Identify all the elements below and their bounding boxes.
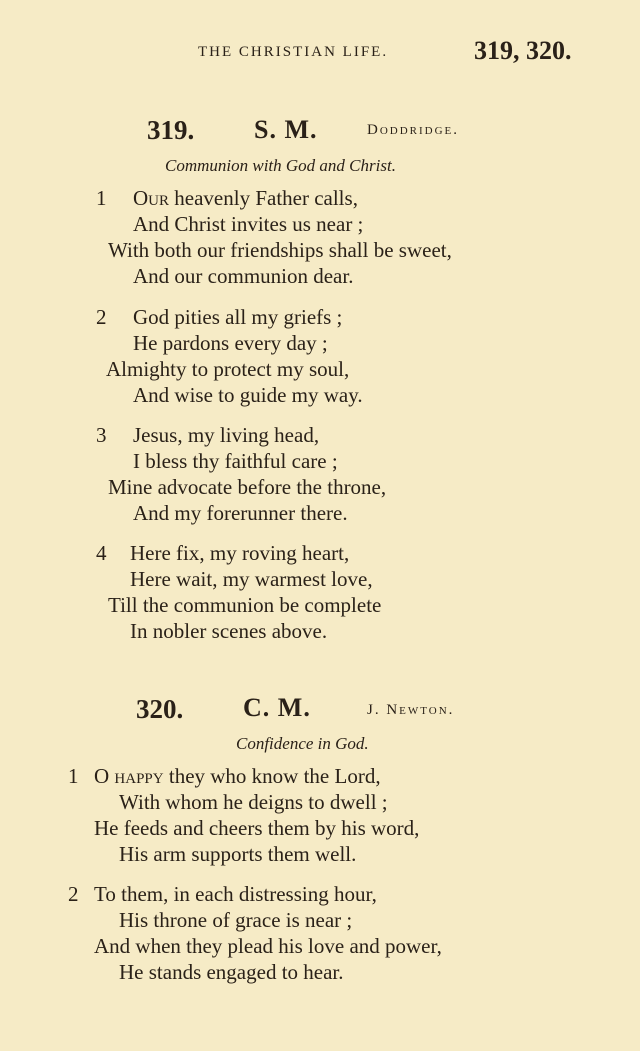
verse-line: O happy they who know the Lord, [94, 764, 381, 788]
verse-line: Here fix, my roving heart, [130, 541, 350, 565]
page-numbers: 319, 320. [474, 36, 572, 65]
hymn-number: 320. [136, 694, 184, 724]
verse-line: With whom he deigns to dwell ; [119, 790, 388, 814]
verse-line: He stands engaged to hear. [119, 960, 344, 984]
first-word: Our [133, 186, 170, 210]
hymn-meter: C. M. [243, 693, 311, 722]
verse-number: 2 [96, 305, 107, 329]
verse-number: 4 [96, 541, 107, 565]
verse-line: His throne of grace is near ; [119, 908, 353, 932]
verse-line: And wise to guide my way. [133, 383, 363, 407]
hymn-subtitle: Communion with God and Christ. [165, 156, 396, 175]
verse-line: Till the communion be complete [108, 593, 382, 617]
verse-line: Here wait, my warmest love, [130, 567, 373, 591]
verse-line: And our communion dear. [133, 264, 354, 288]
verse-line: Almighty to protect my soul, [106, 357, 350, 381]
verse-line: To them, in each distressing hour, [94, 882, 377, 906]
verse-line: And my forerunner there. [133, 501, 348, 525]
verse-number: 3 [96, 423, 107, 447]
verse-line: His arm supports them well. [119, 842, 357, 866]
verse-number: 1 [68, 764, 79, 788]
verse-line: And when they plead his love and power, [94, 934, 442, 958]
verse-line: In nobler scenes above. [130, 619, 328, 643]
hymn-author: Doddridge. [367, 122, 460, 138]
first-word: O happy [94, 764, 164, 788]
hymn-author: J. Newton. [367, 702, 455, 718]
verse-line: Mine advocate before the throne, [108, 475, 387, 499]
verse-line: Our heavenly Father calls, [133, 186, 358, 210]
verse-line: With both our friendships shall be sweet, [108, 238, 452, 262]
verse-line: And Christ invites us near ; [133, 212, 364, 236]
running-title: THE CHRISTIAN LIFE. [198, 44, 389, 60]
hymn-subtitle: Confidence in God. [236, 734, 369, 753]
verse-line: God pities all my griefs ; [133, 305, 343, 329]
verse-number: 2 [68, 882, 79, 906]
verse-number: 1 [96, 186, 107, 210]
hymn-number: 319. [147, 115, 195, 145]
verse-line: I bless thy faithful care ; [133, 449, 338, 473]
verse-line: He feeds and cheers them by his word, [94, 816, 420, 840]
verse-line: He pardons every day ; [133, 331, 328, 355]
hymn-meter: S. M. [254, 115, 318, 144]
verse-line: Jesus, my living head, [133, 423, 320, 447]
